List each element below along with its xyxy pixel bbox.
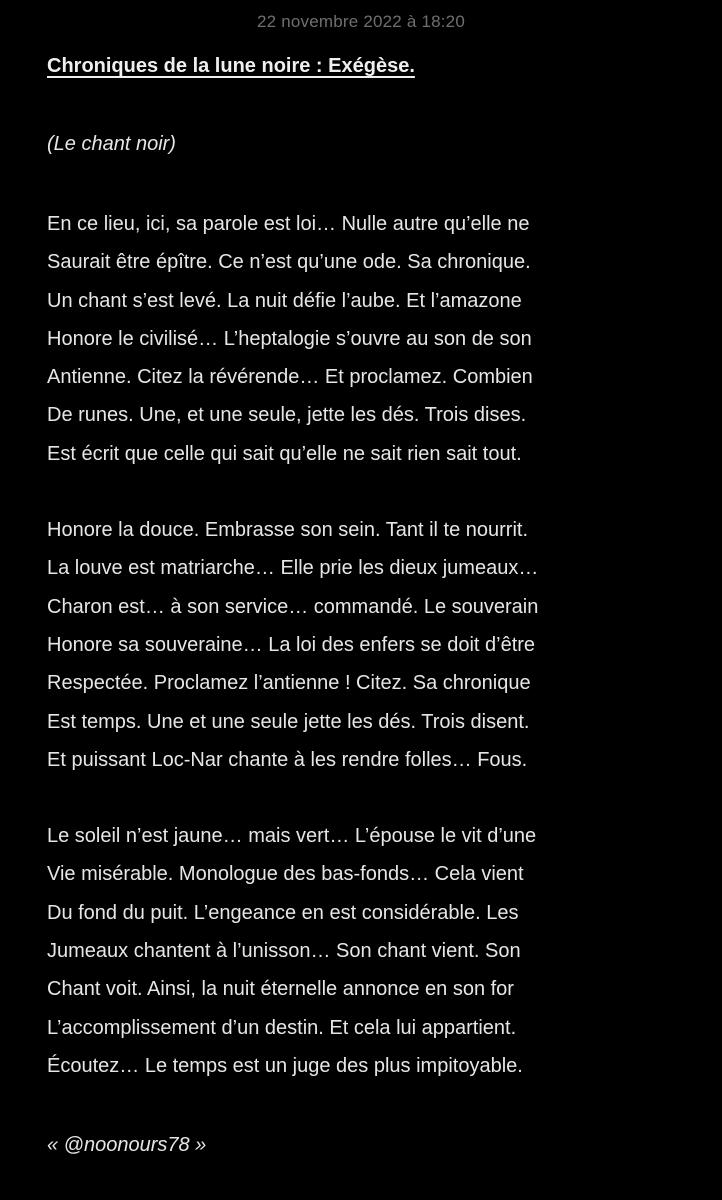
stanza-2 [47, 511, 687, 779]
stanza-line: Respectée. Proclamez l’antienne ! Citez. Sa chronique [47, 672, 531, 695]
note-signature: « @noonours78 » [47, 1134, 207, 1157]
stanza-line: Le soleil n’est jaune… mais vert… L’épouse le vit d’une [47, 825, 537, 848]
stanza-line: Écoutez… Le temps est un juge des plus impitoyable. [47, 1054, 523, 1077]
stanza-line: Jumeaux chantent à l’unisson… Son chant vient. Son [47, 940, 521, 963]
stanza-line: Honore sa souveraine… La loi des enfers se doit d’être [47, 633, 536, 656]
stanza-line: Un chant s’est levé. La nuit défie l’aube. Et l’amazone [47, 289, 522, 312]
stanza-line: Honore le civilisé… L’heptalogie s’ouvre au son de son [47, 327, 532, 350]
stanza-3 [47, 817, 687, 1085]
stanza-line: Chant voit. Ainsi, la nuit éternelle annonce en son for [47, 978, 514, 1001]
stanza-line: Vie misérable. Monologue des bas-fonds… Cela vient [47, 863, 524, 886]
stanza-line: Est écrit que celle qui sait qu’elle ne sait rien sait tout. [47, 442, 522, 465]
stanza-line: Et puissant Loc-Nar chante à les rendre folles… Fous. [47, 748, 528, 771]
note-body[interactable] [47, 52, 687, 1159]
stanza-line: Est temps. Une et une seule jette les dés. Trois disent. [47, 710, 530, 733]
note-title: Chroniques de la lune noire : Exégèse. [47, 55, 415, 77]
stanza-line: Du fond du puit. L’engeance en est considérable. Les [47, 901, 519, 924]
stanza-line: Charon est… à son service… commandé. Le souverain [47, 595, 539, 618]
stanza-1 [47, 205, 687, 473]
stanza-line: La louve est matriarche… Elle prie les dieux jumeaux… [47, 557, 539, 580]
stanza-line: Antienne. Citez la révérende… Et proclamez. Combien [47, 366, 533, 389]
note-subtitle: (Le chant noir) [47, 133, 176, 155]
stanza-line: L’accomplissement d’un destin. Et cela lui appartient. [47, 1016, 517, 1039]
note-timestamp: 22 novembre 2022 à 18:20 [256, 12, 465, 31]
stanza-line: Honore la douce. Embrasse son sein. Tant il te nourrit. [47, 519, 528, 542]
stanza-line: En ce lieu, ici, sa parole est loi… Nulle autre qu’elle ne [47, 213, 530, 235]
stanza-line: Saurait être épître. Ce n’est qu’une ode. Sa chronique. [47, 251, 531, 274]
stanza-line: De runes. Une, et une seule, jette les dés. Trois dises. [47, 404, 527, 427]
